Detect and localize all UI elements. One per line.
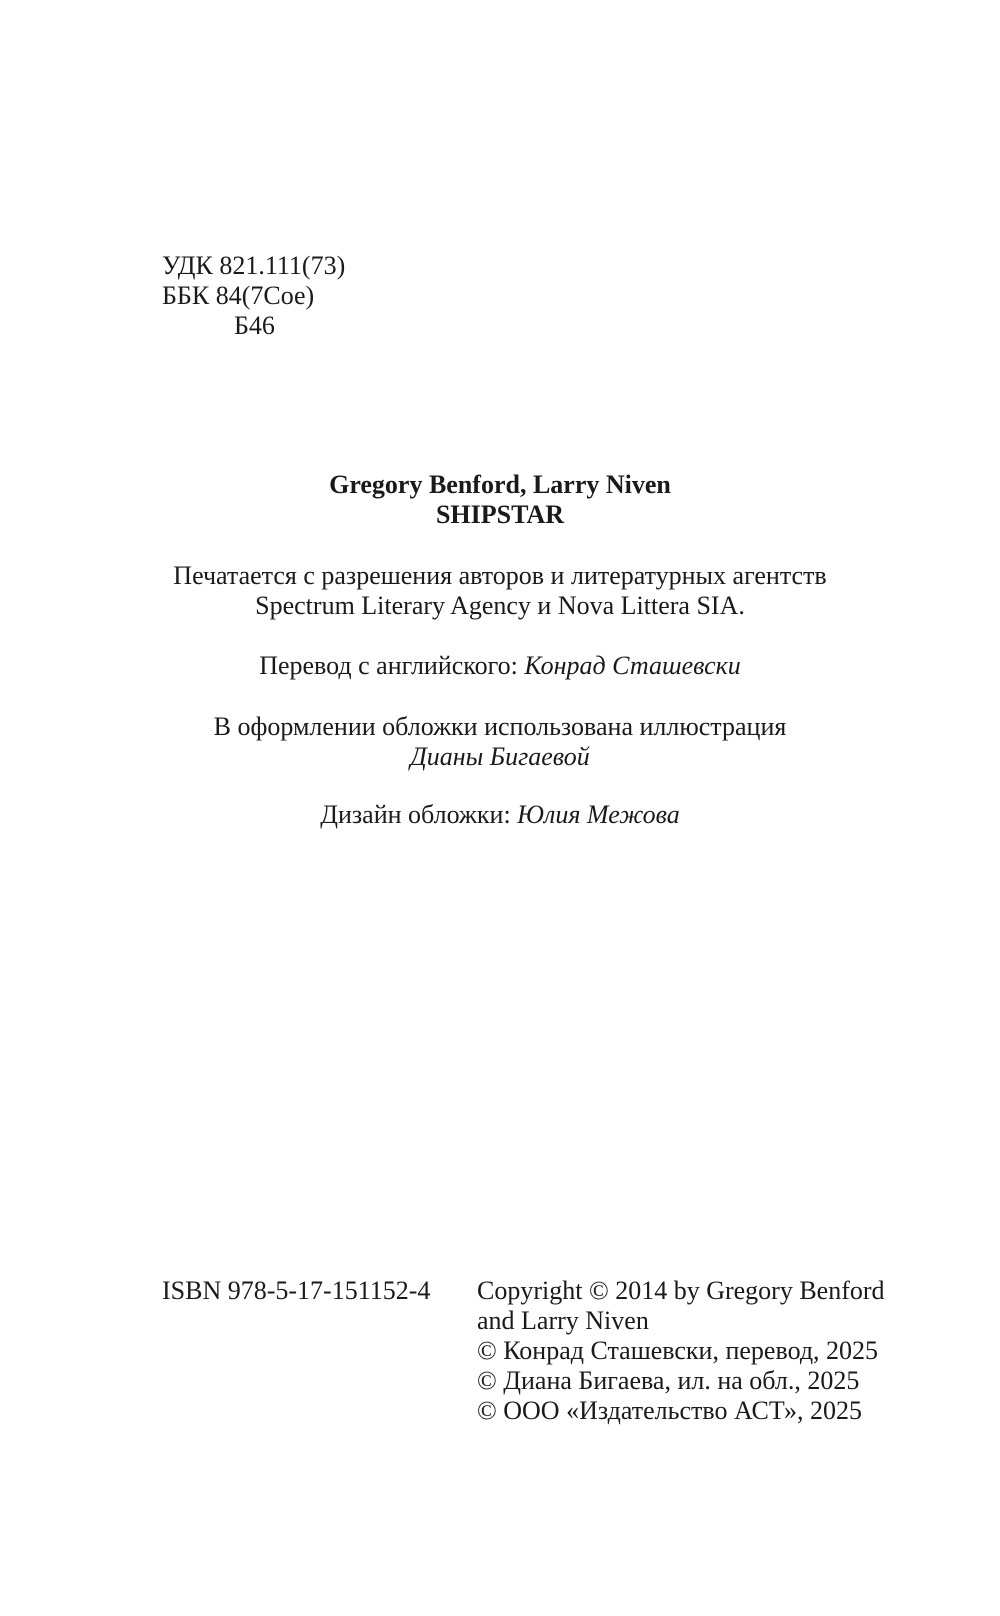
bbk-code: ББК 84(7Сое) [162,281,315,310]
copyright-line: Copyright © 2014 by Gregory Benford [477,1276,885,1305]
udk-code: УДК 821.111(73) [162,251,346,280]
classification-block [162,251,345,341]
copyright-line: © Диана Бигаева, ил. на обл., 2025 [477,1366,860,1395]
illustrator-name: Дианы Бигаевой [410,742,590,771]
translator-name: Конрад Сташевски [524,651,741,680]
copyright-line: © Конрад Сташевски, перевод, 2025 [477,1336,879,1365]
permission-line-1: Печатается с разрешения авторов и литературных агентств [173,561,827,590]
original-authors: Gregory Benford, Larry Niven [329,470,671,499]
cover-design-label: Дизайн обложки: [320,800,518,829]
permission-line-2: Spectrum Literary Agency и Nova Littera SIA. [255,591,745,620]
translation-credit [0,651,1000,681]
original-edition-block [0,470,1000,530]
cover-illustration-credit [0,712,1000,772]
copyright-line: © ООО «Издательство АСТ», 2025 [477,1396,863,1425]
copyright-line: and Larry Niven [477,1306,649,1335]
copyright-block [477,1276,885,1426]
designer-name: Юлия Межова [517,800,680,829]
permission-notice [0,561,1000,621]
isbn: ISBN 978-5-17-151152-4 [162,1276,431,1305]
translation-label: Перевод с английского: [259,651,525,680]
author-mark: Б46 [234,311,275,340]
cover-illustration-line: В оформлении обложки использована иллюстрация [213,712,787,741]
original-title: SHIPSTAR [435,500,565,529]
cover-design-credit [0,800,1000,830]
